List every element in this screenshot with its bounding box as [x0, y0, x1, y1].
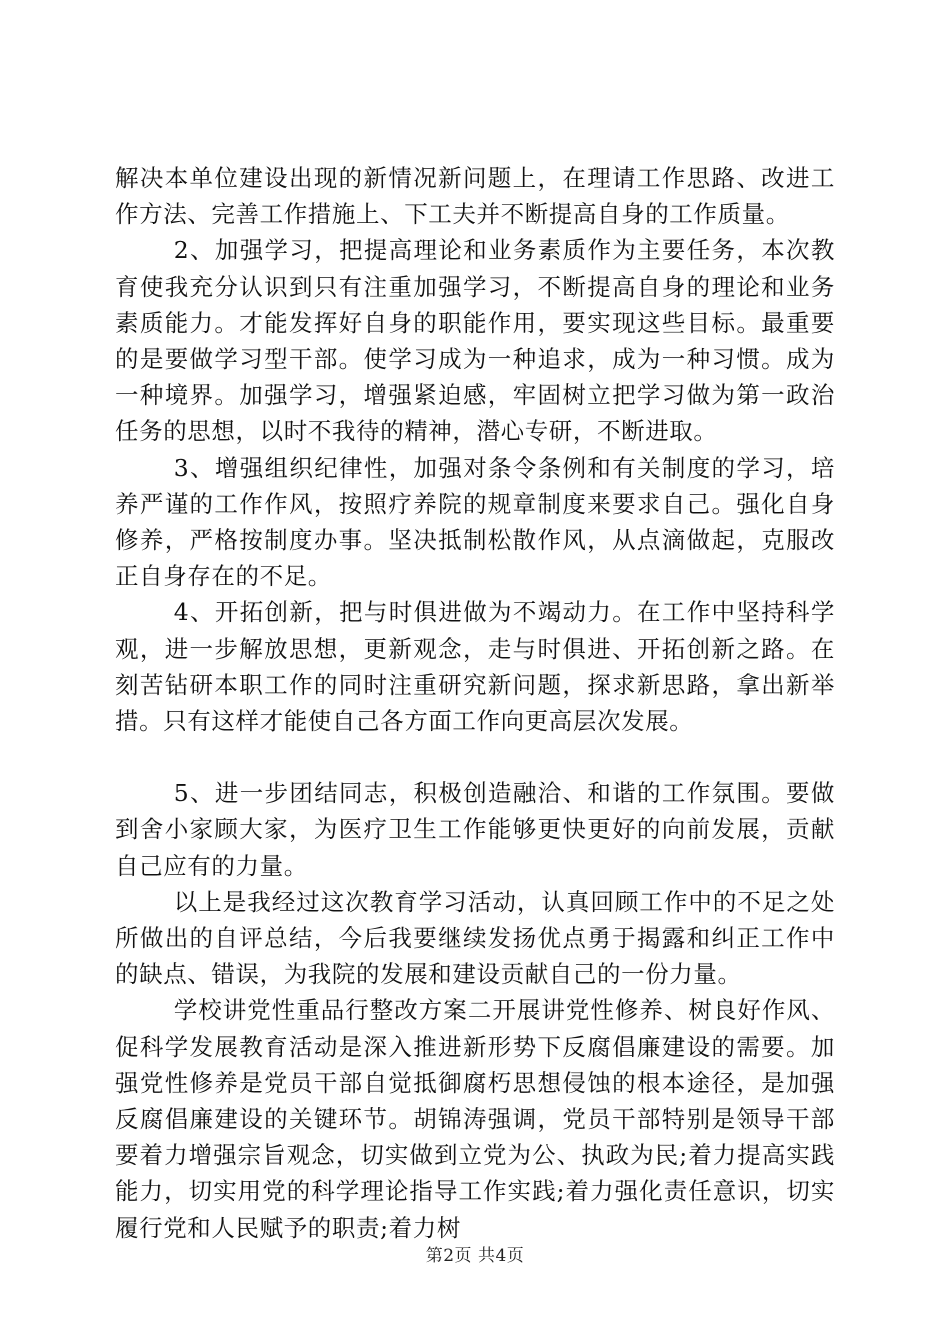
- page-footer: 第2页 共4页: [425, 1246, 525, 1266]
- paragraph-summary: 以上是我经过这次教育学习活动，认真回顾工作中的不足之处所做出的自评总结，今后我要继续发扬优点勇于揭露和纠正工作中的缺点、错误，为我院的发展和建设贡献自己的一份力量。: [115, 887, 835, 989]
- paragraph-continuation: 解决本单位建设出现的新情况新问题上，在理请工作思路、改进工作方法、完善工作措施上、下工夫并不断提高自身的工作质量。: [115, 164, 835, 229]
- paragraph-item-4: 4、开拓创新，把与时俱进做为不竭动力。在工作中坚持科学观，进一步解放思想，更新观念，走与时俱进、开拓创新之路。在刻苦钻研本职工作的同时注重研究新问题，探求新思路，拿出新举措。只有这样才能使自己各方面工作向更高层次发展。: [115, 598, 835, 736]
- paragraph-item-3: 3、增强组织纪律性，加强对条令条例和有关制度的学习，培养严谨的工作作风，按照疗养院的规章制度来要求自己。强化自身修养，严格按制度办事。坚决抵制松散作风，从点滴做起，克服改正自身存在的不足。: [115, 453, 835, 591]
- document-body: [115, 160, 835, 1246]
- paragraph-plan-two: 学校讲党性重品行整改方案二开展讲党性修养、树良好作风、促科学发展教育活动是深入推进新形势下反腐倡廉建设的需要。加强党性修养是党员干部自觉抵御腐朽思想侵蚀的根本途径，是加强反腐倡廉建设的关键环节。胡锦涛强调，党员干部特别是领导干部要着力增强宗旨观念，切实做到立党为公、执政为民;着力提高实践能力，切实用党的科学理论指导工作实践;着力强化责任意识，切实履行党和人民赋予的职责;着力树: [115, 996, 835, 1242]
- paragraph-item-5: 5、进一步团结同志，积极创造融洽、和谐的工作氛围。要做到舍小家顾大家，为医疗卫生工作能够更快更好的向前发展，贡献自己应有的力量。: [115, 779, 835, 880]
- paragraph-item-2: 2、加强学习，把提高理论和业务素质作为主要任务，本次教育使我充分认识到只有注重加强学习，不断提高自身的理论和业务素质能力。才能发挥好自身的职能作用，要实现这些目标。最重要的是要做学习型干部。使学习成为一种追求，成为一种习惯。成为一种境界。加强学习，增强紧迫感，牢固树立把学习做为第一政治任务的思想，以时不我待的精神，潜心专研，不断进取。: [115, 236, 835, 446]
